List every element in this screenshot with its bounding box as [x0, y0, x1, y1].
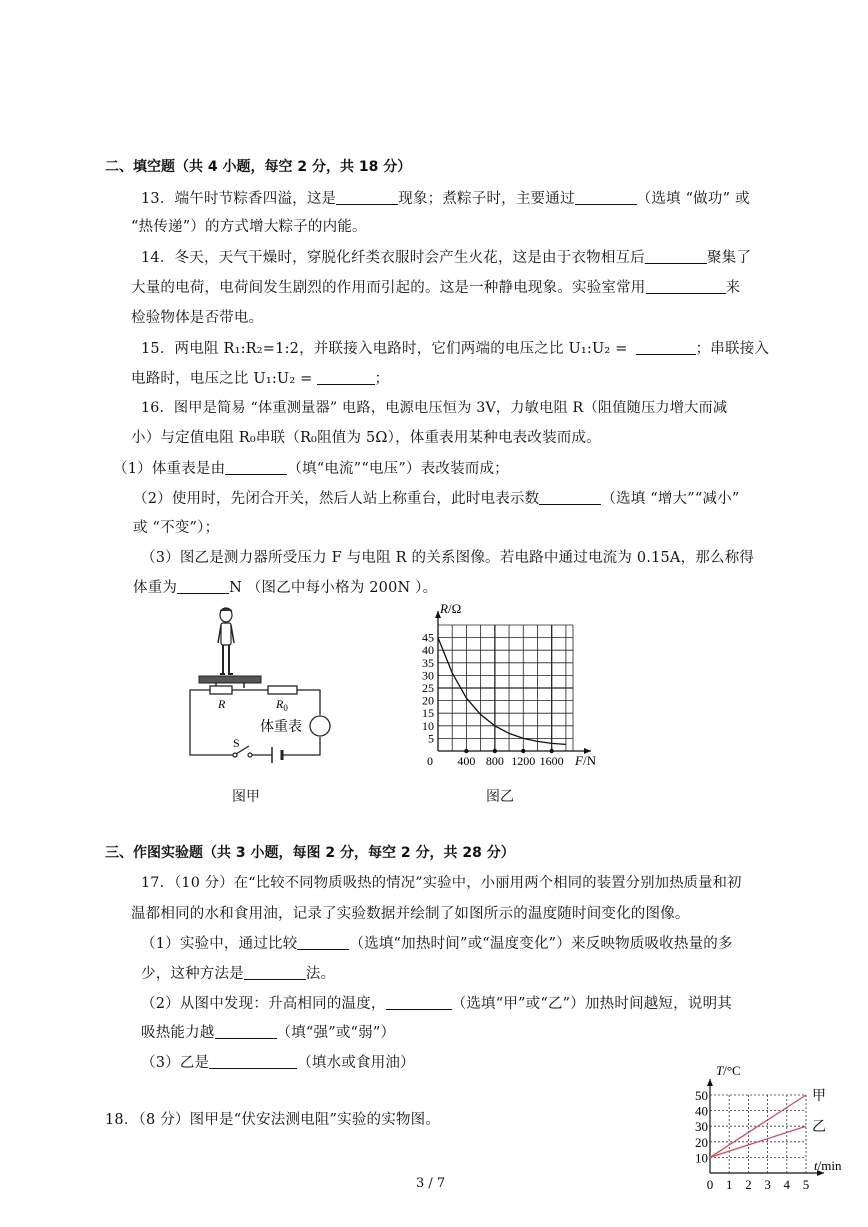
- y-axis-label: T/°C: [716, 1063, 741, 1078]
- y-tick-label: 15: [422, 706, 434, 721]
- meter-label: 体重表: [260, 720, 302, 735]
- question-17-part-1-cont: [141, 962, 335, 983]
- x-tick-label: 2: [745, 1177, 752, 1192]
- y-tick-label: 20: [695, 1134, 708, 1150]
- person-figure: [218, 608, 234, 674]
- q17-p1-text-a: （1）实验中，通过比较: [141, 936, 298, 952]
- y-axis-arrow: [707, 1079, 713, 1086]
- answer-blank[interactable]: [215, 1024, 277, 1039]
- question-17-part-1: [141, 932, 733, 953]
- y-tick-label: 30: [422, 668, 434, 683]
- q17-p3-text-a: （3）乙是: [141, 1055, 210, 1071]
- q15-text-d: ；: [374, 371, 390, 387]
- question-16-part-2-cont: 或 “不变”）；: [133, 520, 220, 536]
- x-axis-label: t/min: [814, 1158, 842, 1173]
- weight-meter-symbol: [310, 716, 330, 736]
- y-tick-label: 40: [422, 643, 434, 658]
- q15-text-c: 电路时，电压之比 U₁:U₂ =: [131, 371, 313, 387]
- question-16-part-2: [133, 487, 740, 508]
- answer-blank[interactable]: [225, 460, 287, 475]
- figure-yi-caption: 图乙: [486, 789, 514, 805]
- q13-text-b: 现象；煮粽子时，主要通过: [398, 191, 575, 207]
- question-13-line-2: “热传递”）的方式增大粽子的内能。: [131, 219, 367, 235]
- data-point-marker: [521, 749, 525, 753]
- q14-text-a: 14．冬天，天气干燥时，穿脱化纤类衣服时会产生火花，这是由于衣物相互后: [141, 250, 645, 266]
- q16-p2-text-b: （选填 “增大”“减小”: [601, 491, 740, 507]
- q17-p1-text-d: 法。: [305, 966, 336, 982]
- q13-text-a: 13．端午时节粽香四溢，这是: [141, 191, 337, 207]
- q17-p1-text-b: （选填“加热时间”或“温度变化”）来反映物质吸收热量的多: [349, 936, 733, 952]
- question-17-part-3: [141, 1051, 415, 1072]
- r-vs-f-curve: [438, 638, 566, 745]
- data-point-marker: [549, 749, 553, 753]
- y-tick-label: 50: [695, 1088, 708, 1103]
- section-2-title: 二、填空题（共 4 小题，每空 2 分，共 18 分）: [105, 159, 412, 175]
- q14-text-c: 大量的电荷，电荷间发生剧烈的作用而引起的。这是一种静电现象。实验室常用: [131, 280, 646, 296]
- question-17-line-2: 温都相同的水和食用油，记录了实验数据并绘制了如图所示的温度随时间变化的图像。: [131, 906, 690, 922]
- x-tick-label: 4: [783, 1177, 791, 1192]
- answer-blank[interactable]: [244, 965, 306, 980]
- answer-blank[interactable]: [636, 340, 696, 355]
- q16-p3-text-b: 体重为: [133, 580, 178, 596]
- answer-blank[interactable]: [575, 190, 637, 205]
- x-tick-label: 1600: [539, 754, 564, 768]
- q15-text-b: ；串联接入: [695, 341, 770, 357]
- x-tick-label: 0: [706, 1177, 714, 1192]
- y-tick-label: 10: [695, 1150, 708, 1166]
- q14-text-b: 聚集了: [706, 250, 752, 266]
- answer-blank[interactable]: [297, 935, 349, 950]
- label-r0: $R_0$: [276, 697, 288, 713]
- switch-label: S: [233, 736, 240, 750]
- page-number: 3 / 7: [416, 1176, 446, 1191]
- series-label: 乙: [812, 1120, 826, 1136]
- answer-blank[interactable]: [177, 579, 229, 594]
- answer-blank[interactable]: [539, 490, 601, 505]
- temperature-time-chart: [682, 1056, 858, 1222]
- question-14-line-2: [131, 276, 740, 297]
- q14-text-d: 来: [725, 280, 741, 296]
- q17-p2-text-b: （选填“甲”或“乙”）加热时间越短，说明其: [451, 996, 732, 1012]
- question-16-line-1: 16．图甲是简易 “体重测量器” 电路，电源电压恒为 3V，力敏电阻 R（阻值随压力增大而减: [141, 400, 728, 416]
- q15-text-a: 15．两电阻 R₁:R₂=1:2，并联接入电路时，它们两端的电压之比 U₁:U₂ =: [141, 341, 628, 357]
- q17-p3-text-b: （填水或食用油）: [297, 1055, 415, 1071]
- y-tick-label: 40: [695, 1103, 708, 1119]
- q17-p2-text-a: （2）从图中发现：升高相同的温度，: [141, 996, 386, 1012]
- resistor-r: [210, 686, 232, 694]
- q17-p1-text-c: 少，这种方法是: [141, 966, 244, 982]
- answer-blank[interactable]: [386, 995, 452, 1010]
- y-tick-label: 35: [422, 655, 434, 670]
- label-r: R: [218, 697, 226, 711]
- y-tick-label: 10: [422, 718, 434, 733]
- question-16-line-2: 小）与定值电阻 R₀串联（R₀阻值为 5Ω），体重表用某种电表改装而成。: [131, 430, 601, 446]
- question-15-line-2: [131, 367, 389, 388]
- question-17-line-1: 17．（10 分）在“比较不同物质吸热的情况”实验中，小丽用两个相同的装置分别加热质量和初: [141, 875, 742, 891]
- figure-jia-circuit: [180, 605, 340, 775]
- question-18: 18．（8 分）图甲是“伏安法测电阻”实验的实物图。: [105, 1112, 441, 1128]
- q17-p2-text-d: （填“强”或“弱”）: [276, 1025, 396, 1041]
- q13-text-c: （选填 “做功” 或: [636, 191, 750, 207]
- answer-blank[interactable]: [646, 279, 726, 294]
- y-tick-label: 25: [422, 681, 434, 695]
- figure-jia-caption: 图甲: [232, 789, 260, 805]
- data-point-marker: [464, 749, 468, 753]
- question-16-part-3: （3）图乙是测力器所受压力 F 与电阻 R 的关系图像。若电路中通过电流为 0.15A，那么称得: [141, 550, 755, 566]
- section-3-title: 三、作图实验题（共 3 小题，每图 2 分，每空 2 分，共 28 分）: [105, 845, 515, 861]
- weighing-platform: [199, 676, 261, 683]
- y-axis-label: R/Ω: [440, 601, 462, 616]
- x-tick-label: 800: [485, 754, 504, 768]
- y-tick-label: 45: [422, 630, 434, 645]
- x-axis-label: F/N: [575, 753, 596, 768]
- q17-p2-text-c: 吸热能力越: [141, 1025, 215, 1041]
- data-point-marker: [493, 749, 497, 753]
- answer-blank[interactable]: [645, 249, 707, 264]
- x-tick-label: 1: [725, 1177, 733, 1192]
- figure-yi-chart: [405, 600, 625, 778]
- answer-blank[interactable]: [317, 370, 375, 385]
- question-13-line-1: [141, 187, 750, 208]
- y-tick-label: 30: [695, 1119, 708, 1135]
- q16-p3-text-c: N （图乙中每小格为 200N ）。: [229, 580, 438, 596]
- q16-p1-text-b: （填“电流”“电压”）表改装而成；: [287, 461, 509, 477]
- answer-blank[interactable]: [336, 190, 398, 205]
- y-tick-label: 5: [428, 731, 434, 746]
- question-15-line-1: [141, 337, 769, 358]
- x-tick-label: 5: [802, 1177, 810, 1192]
- series-label: 甲: [812, 1089, 826, 1104]
- x-tick-label: 0: [427, 754, 433, 768]
- question-16-part-1: [113, 457, 509, 478]
- q16-p2-text-a: （2）使用时，先闭合开关，然后人站上称重台，此时电表示数: [133, 491, 540, 507]
- question-17-part-2-cont: [141, 1021, 395, 1042]
- q16-p1-text-a: （1）体重表是由: [113, 461, 226, 477]
- x-tick-label: 1200: [511, 754, 536, 768]
- question-16-part-3-cont: [133, 576, 437, 597]
- question-14-line-3: 检验物体是否带电。: [131, 310, 264, 326]
- answer-blank[interactable]: [209, 1054, 297, 1069]
- x-tick-label: 3: [764, 1177, 771, 1192]
- x-tick-label: 400: [457, 754, 476, 768]
- question-14-line-1: [141, 246, 751, 267]
- question-17-part-2: [141, 992, 732, 1013]
- resistor-r0: [268, 686, 297, 694]
- y-tick-label: 20: [422, 693, 434, 708]
